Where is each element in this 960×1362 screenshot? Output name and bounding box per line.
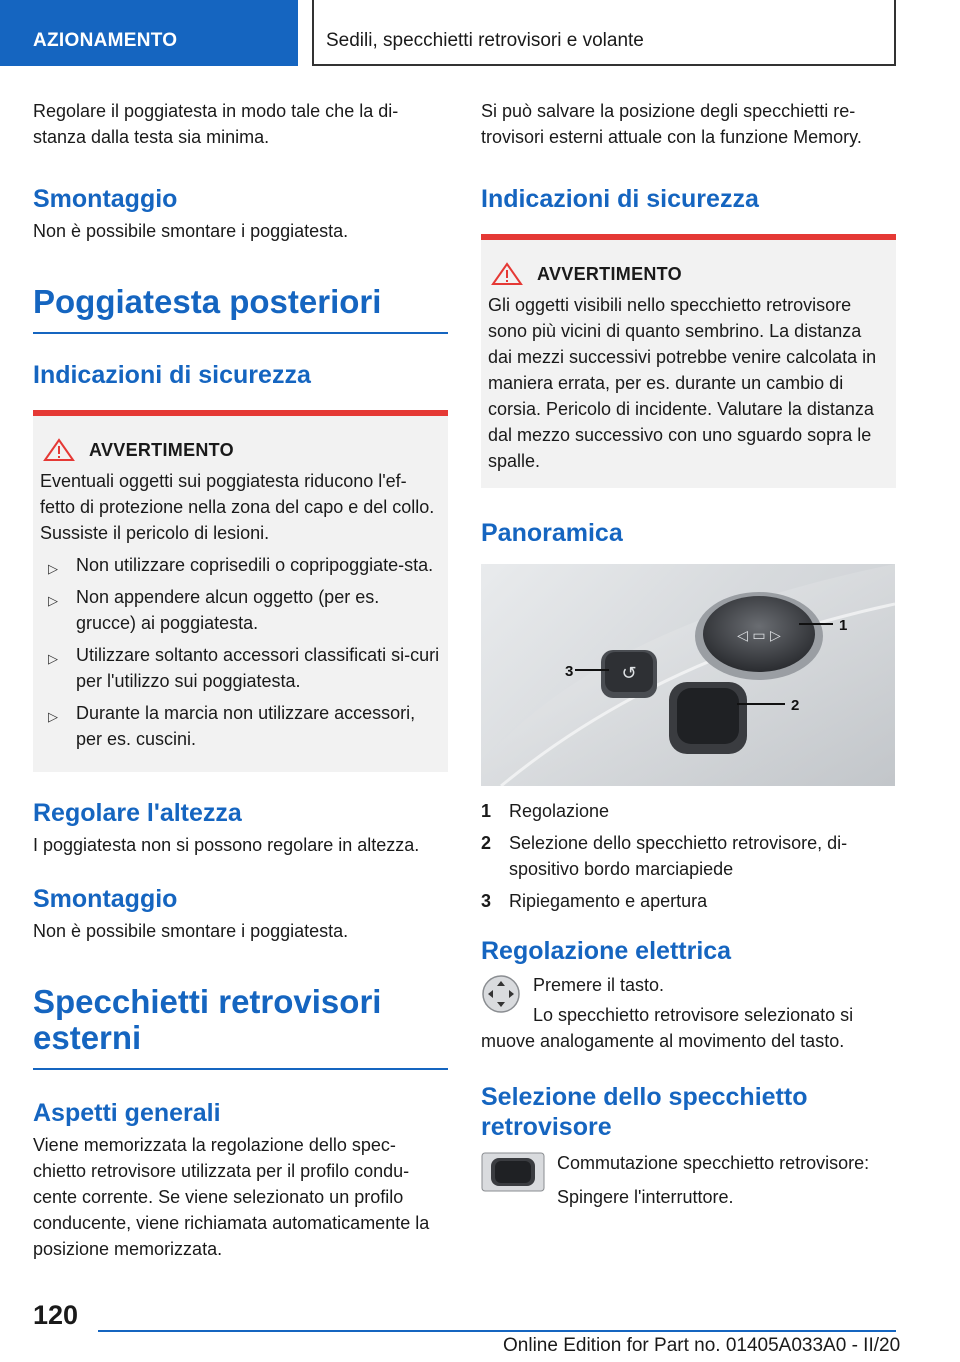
legend-item: 2 Selezione dello specchietto retrovisore, di-spositivo bordo marciapiede	[481, 833, 848, 879]
warning-box-right	[481, 234, 896, 488]
heading-aspetti-generali: Aspetti generali	[33, 1099, 221, 1127]
intro-memory: Si può salvare la posizione degli specchietti re-trovisori esterni attuale con la funzione Memory.	[481, 101, 862, 147]
heading-smontaggio-2: Smontaggio	[33, 885, 178, 913]
page-number: 120	[33, 1300, 79, 1330]
smontaggio-text: Non è possibile smontare i poggiatesta.	[33, 221, 349, 241]
heading-selezione: Selezione dello specchietto retrovisore	[481, 1083, 808, 1141]
list-item: ▷ Non appendere alcun oggetto (per es. grucce) ai poggiatesta.	[48, 587, 380, 633]
selezione-p1: Commutazione specchietto retrovisore:	[557, 1153, 870, 1173]
heading-regolazione-elettrica: Regolazione elettrica	[481, 937, 732, 965]
warning-title	[488, 262, 888, 286]
legend-item: 3 Ripiegamento e apertura	[481, 891, 708, 911]
heading-specchietti: Specchietti retrovisori esterni	[33, 984, 448, 1070]
warning-text: Gli oggetti visibili nello specchietto retrovisore sono più vicini di quanto sembrino. La distanza dai mezzi successivi potrebbe venire calcolata in maniera errata, per es. durante un cambio di corsia. Pericolo di incidente. Valutare la distanza dal mezzo successivo con uno sguardo sopra le spalle.	[488, 295, 877, 471]
legend-item: 1 Regolazione	[481, 801, 610, 821]
right-column	[481, 98, 896, 1210]
warning-text: Eventuali oggetti sui poggiatesta riducono l'ef-fetto di protezione nella zona del capo e del collo. Sussiste il pericolo di lesioni.	[40, 471, 435, 543]
chapter-title: Sedili, specchietti retrovisori e volante	[312, 0, 896, 66]
callout-1: 1	[839, 617, 848, 634]
altezza-text: I poggiatesta non si possono regolare in altezza.	[33, 835, 420, 855]
figure-legend	[481, 798, 896, 914]
heading-safety-right: Indicazioni di sicurezza	[481, 185, 759, 213]
warning-box	[33, 410, 448, 772]
mirror-adjust-button-icon	[481, 974, 521, 1014]
mirror-controls-illustration	[481, 564, 895, 786]
bullet-triangle-icon: ▷	[48, 593, 58, 608]
section-tab: AZIONAMENTO	[0, 0, 298, 66]
bullet-triangle-icon: ▷	[48, 561, 58, 576]
page-header	[0, 0, 960, 66]
footer-divider	[98, 1330, 896, 1332]
heading-smontaggio: Smontaggio	[33, 185, 178, 213]
selezione-block	[481, 1150, 896, 1210]
warning-label: AVVERTIMENTO	[537, 263, 682, 284]
heading-poggiatesta-posteriori: Poggiatesta posteriori	[33, 284, 448, 334]
elettrica-p2: Lo specchietto retrovisore selezionato si muove analogamente al movimento del tasto.	[481, 1005, 854, 1051]
elettrica-block	[481, 972, 896, 1054]
heading-panoramica: Panoramica	[481, 519, 623, 547]
heading-altezza: Regolare l'altezza	[33, 799, 242, 827]
generali-text: Viene memorizzata la regolazione dello spec-chietto retrovisore utilizzata per il profilo condu-cente corrente. Se viene selezionato un profilo conducente, viene richiamata automaticamente la posizione memorizzata.	[33, 1135, 430, 1259]
warning-title	[40, 438, 440, 462]
intro-paragraph: Regolare il poggiatesta in modo tale che la di-stanza dalla testa sia minima.	[33, 101, 399, 147]
warning-label: AVVERTIMENTO	[89, 439, 234, 460]
heading-safety: Indicazioni di sicurezza	[33, 361, 311, 389]
bullet-triangle-icon: ▷	[48, 709, 58, 724]
warning-triangle-icon	[491, 262, 523, 286]
warning-list	[40, 552, 440, 752]
list-item: ▷ Non utilizzare coprisedili o copripoggiate-sta.	[40, 552, 440, 578]
elettrica-p1: Premere il tasto.	[533, 975, 665, 995]
svg-text:◁ ▭ ▷: ◁ ▭ ▷	[737, 628, 781, 644]
left-column	[33, 98, 448, 1262]
callout-3: 3	[565, 663, 574, 680]
warning-triangle-icon	[43, 438, 75, 462]
list-item: ▷ Durante la marcia non utilizzare accessori, per es. cuscini.	[48, 703, 416, 749]
bullet-triangle-icon: ▷	[48, 651, 58, 666]
svg-text:↺: ↺	[621, 663, 637, 684]
footer-edition: Online Edition for Part no. 01405A033A0 - II/20	[503, 1335, 901, 1356]
mirror-controls-figure	[481, 564, 895, 786]
mirror-switch-icon	[481, 1152, 545, 1192]
smontaggio-text-2: Non è possibile smontare i poggiatesta.	[33, 921, 349, 941]
callout-2: 2	[791, 697, 800, 714]
list-item: ▷ Utilizzare soltanto accessori classificati si-curi per l'utilizzo sui poggiatesta.	[48, 645, 440, 691]
selezione-p2: Spingere l'interruttore.	[557, 1187, 734, 1207]
